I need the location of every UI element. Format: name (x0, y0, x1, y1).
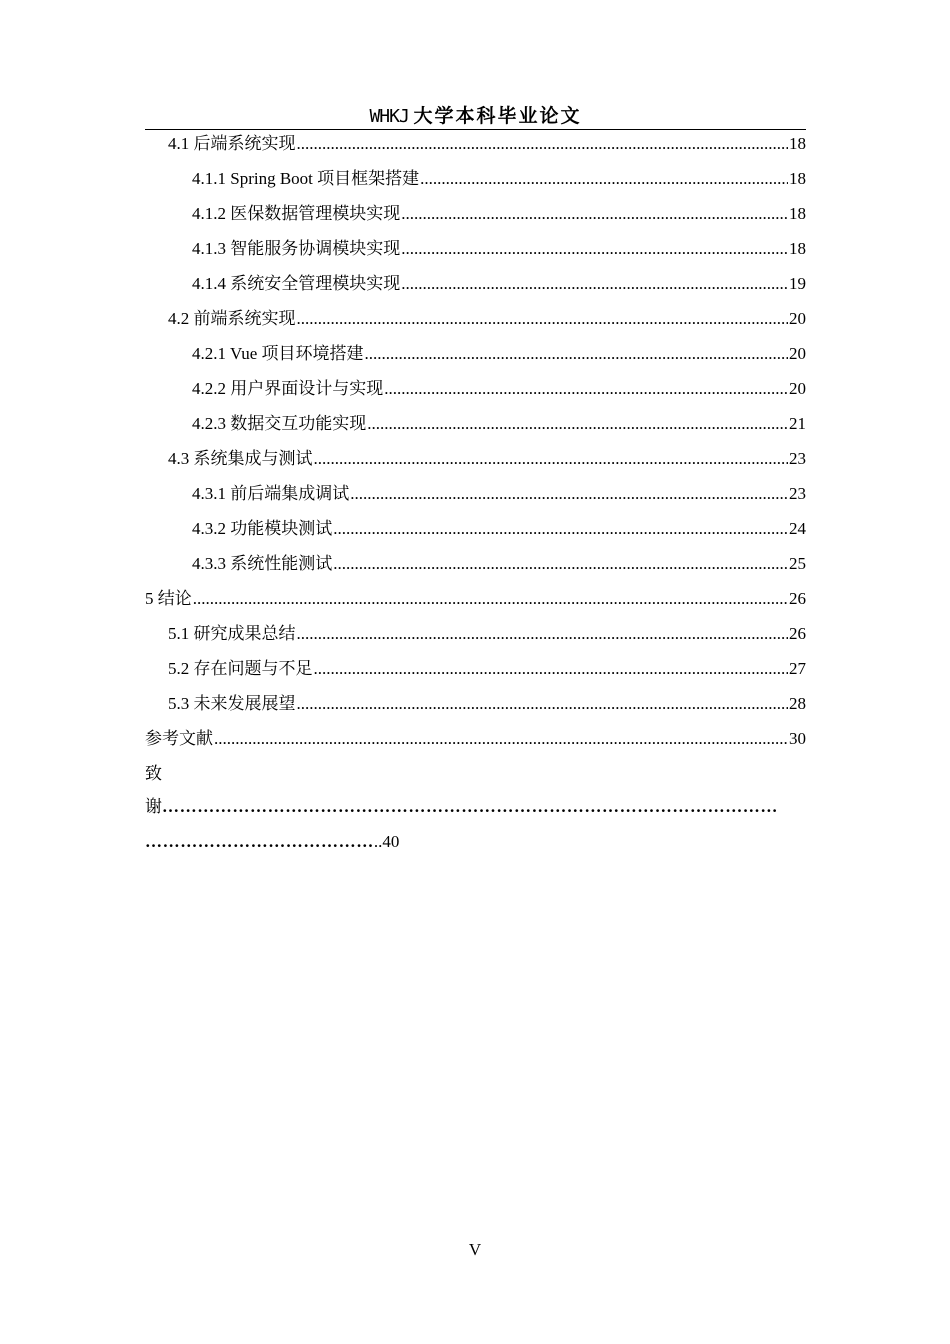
toc-entry-title: 4.2.3 数据交互功能实现 (192, 414, 367, 433)
toc-entry[interactable] (145, 692, 806, 727)
toc-entry[interactable] (145, 132, 806, 167)
ack-trailing-dots: ………………………………… (145, 832, 374, 851)
toc-entry[interactable] (145, 482, 806, 517)
toc-entry-title: 4.1 后端系统实现 (168, 134, 296, 153)
toc-dot-leader (420, 167, 788, 191)
toc-entry-page: 21 (789, 414, 806, 433)
toc-entry-page: 20 (789, 309, 806, 328)
toc-entry[interactable] (145, 342, 806, 377)
toc-entry[interactable] (145, 657, 806, 692)
toc-entry-acknowledgement[interactable] (145, 762, 806, 860)
toc-dot-leader (401, 272, 788, 296)
toc-entry-title: 4.1.4 系统安全管理模块实现 (192, 274, 401, 293)
toc-entry-page: 20 (789, 344, 806, 363)
toc-entry-page: 30 (789, 729, 806, 748)
toc-entry-title: 4.2 前端系统实现 (168, 309, 296, 328)
toc-entry[interactable] (145, 587, 806, 622)
toc-dot-leader (297, 622, 789, 646)
toc-entry[interactable] (145, 727, 806, 762)
toc-entry-title: 5.2 存在问题与不足 (168, 659, 313, 678)
toc-entry-page: 18 (789, 134, 806, 153)
toc-entry-page: 24 (789, 519, 806, 538)
toc-entry-page: 23 (789, 484, 806, 503)
toc-dot-leader (297, 692, 789, 716)
toc-dot-leader (401, 237, 788, 261)
toc-entry-title: 4.3.3 系统性能测试 (192, 554, 333, 573)
toc-entry[interactable] (145, 552, 806, 587)
toc-entry[interactable] (145, 272, 806, 307)
toc-entry-title: 4.1.3 智能服务协调模块实现 (192, 239, 401, 258)
table-of-contents (145, 132, 806, 860)
toc-entry-page: 26 (789, 589, 806, 608)
toc-entry[interactable] (145, 202, 806, 237)
toc-entry[interactable] (145, 622, 806, 657)
toc-entry[interactable] (145, 447, 806, 482)
toc-dot-leader (314, 657, 789, 681)
running-header (145, 105, 806, 130)
header-latin: WHKJ (369, 106, 409, 127)
toc-dot-leader (193, 587, 788, 611)
toc-entry[interactable] (145, 412, 806, 447)
toc-entry[interactable] (145, 237, 806, 272)
toc-dot-leader (350, 482, 788, 506)
toc-entry[interactable] (145, 167, 806, 202)
toc-dot-leader (297, 132, 789, 156)
toc-dot-leader (384, 377, 788, 401)
toc-entry[interactable] (145, 517, 806, 552)
toc-entry-page: 25 (789, 554, 806, 573)
toc-entry-title: 4.3.2 功能模块测试 (192, 519, 333, 538)
toc-entry-page: 18 (789, 204, 806, 223)
toc-dot-leader (401, 202, 788, 226)
toc-dot-leader (367, 412, 788, 436)
toc-entry-title: 5.3 未来发展展望 (168, 694, 296, 713)
toc-entry[interactable] (145, 307, 806, 342)
toc-entry-title: 5 结论 (145, 589, 192, 608)
toc-entry-page: 18 (789, 169, 806, 188)
toc-dot-leader (333, 517, 788, 541)
page-number: V (468, 1240, 482, 1259)
toc-entry-title: 参考文献 (145, 729, 213, 748)
toc-entry-title: 4.3 系统集成与测试 (168, 449, 313, 468)
toc-dot-leader (365, 342, 789, 366)
toc-entry-title: 4.2.2 用户界面设计与实现 (192, 379, 384, 398)
toc-dot-leader (333, 552, 788, 576)
toc-entry-title: 5.1 研究成果总结 (168, 624, 296, 643)
toc-entry-page: 20 (789, 379, 806, 398)
ack-char-2: 谢 (145, 797, 162, 816)
toc-entry-page: 28 (789, 694, 806, 713)
toc-entry-page: 23 (789, 449, 806, 468)
ack-page: ..40 (373, 832, 400, 851)
toc-dot-leader (297, 307, 789, 331)
toc-entry-title: 4.3.1 前后端集成调试 (192, 484, 350, 503)
toc-entry-title: 4.2.1 Vue 项目环境搭建 (192, 344, 364, 363)
toc-dot-leader (214, 727, 788, 751)
toc-dot-leader (162, 795, 806, 819)
toc-dot-leader (314, 447, 789, 471)
toc-entry-page: 19 (789, 274, 806, 293)
toc-entry-page: 18 (789, 239, 806, 258)
toc-entry-title: 4.1.2 医保数据管理模块实现 (192, 204, 401, 223)
toc-entry-title: 4.1.1 Spring Boot 项目框架搭建 (192, 169, 420, 188)
toc-entry-page: 27 (789, 659, 806, 678)
ack-char-1: 致 (145, 764, 162, 783)
toc-entry[interactable] (145, 377, 806, 412)
toc-entry-page: 26 (789, 624, 806, 643)
header-title: 大学本科毕业论文 (413, 106, 582, 127)
